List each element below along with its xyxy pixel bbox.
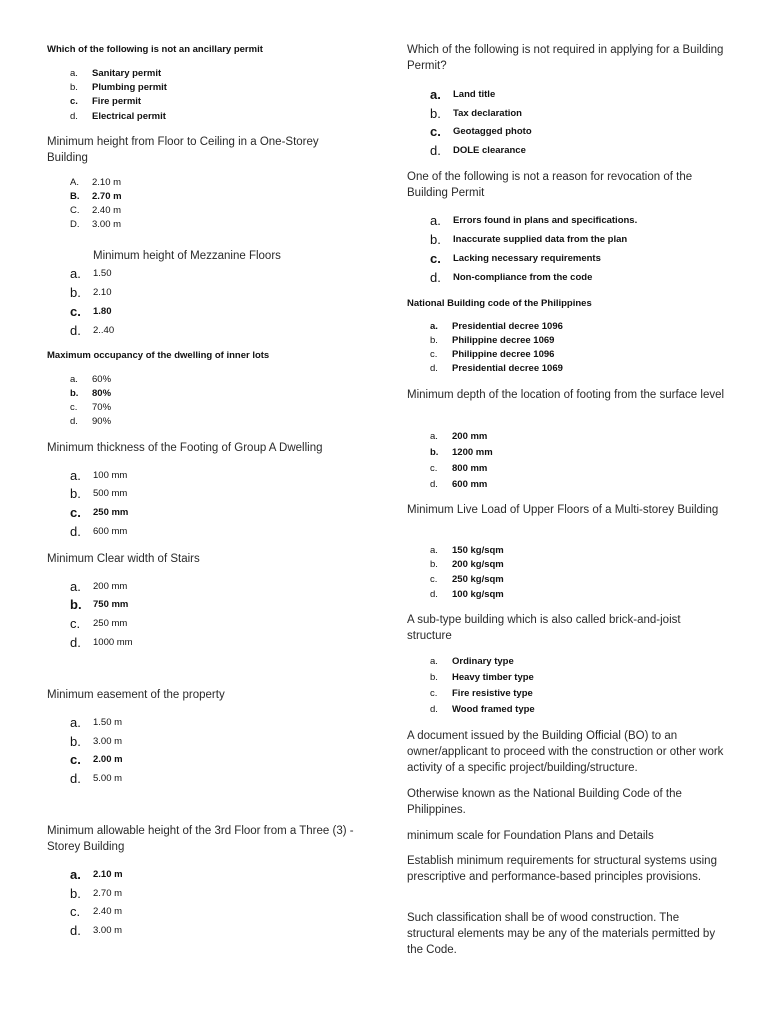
- option-text: 90%: [92, 416, 112, 427]
- option-letter: b.: [70, 82, 78, 93]
- option-letter: a.: [70, 266, 81, 281]
- question-brick-and-joist: A sub-type building which is also called brick-and-joist structure: [407, 614, 681, 642]
- question-mezzanine-height: Minimum height of Mezzanine Floors: [93, 250, 281, 262]
- option-letter: A.: [70, 177, 79, 188]
- option-letter: d.: [70, 111, 78, 122]
- option-letter: c.: [70, 304, 81, 319]
- option-letter: d.: [430, 589, 438, 600]
- option-text: 600 mm: [93, 526, 128, 537]
- paragraph-permit-definition: A document issued by the Building Official (BO) to an owner/applicant to proceed with the construction or other work activity of a specific project/building/structure.: [407, 730, 724, 774]
- option-letter: a.: [430, 545, 438, 556]
- option-letter: b.: [70, 486, 81, 501]
- option-letter: c.: [70, 616, 81, 631]
- option-letter: a.: [430, 656, 438, 667]
- option-letter: b.: [430, 106, 441, 121]
- option-text: 70%: [92, 402, 112, 413]
- option-text: Geotagged photo: [453, 126, 532, 137]
- option-letter: a.: [430, 213, 441, 228]
- option-letter: b.: [70, 734, 81, 749]
- option-letter: c.: [430, 688, 438, 699]
- option-text: 2.70 m: [93, 888, 123, 899]
- question-live-load: Minimum Live Load of Upper Floors of a Multi-storey Building: [407, 504, 719, 516]
- option-text: Philippine decree 1096: [452, 349, 555, 360]
- paragraph-wood-construction: Such classification shall be of wood construction. The structural elements may be any of the materials permitted by the Code.: [407, 912, 716, 956]
- option-text: 1200 mm: [452, 447, 493, 458]
- option-text: 750 mm: [93, 599, 129, 610]
- option-letter: c.: [70, 752, 81, 767]
- option-letter: c.: [430, 463, 438, 474]
- option-letter: C.: [70, 205, 80, 216]
- option-text: 200 kg/sqm: [452, 559, 504, 570]
- option-text: Philippine decree 1069: [452, 335, 555, 346]
- question-ancillary-permit: Which of the following is not an ancillary permit: [47, 44, 263, 55]
- option-letter: d.: [430, 143, 441, 158]
- option-text: 250 kg/sqm: [452, 574, 504, 585]
- option-letter: a.: [70, 715, 81, 730]
- option-text: 2.70 m: [92, 191, 122, 202]
- question-floor-ceiling-height: Minimum height from Floor to Ceiling in a One-Storey Building: [47, 136, 319, 164]
- question-footing-thickness: Minimum thickness of the Footing of Group A Dwelling: [47, 442, 323, 454]
- question-easement: Minimum easement of the property: [47, 689, 225, 701]
- option-letter: c.: [430, 124, 441, 139]
- option-letter: b.: [70, 886, 81, 901]
- option-letter: a.: [430, 87, 441, 102]
- option-letter: d.: [70, 635, 81, 650]
- option-text: Presidential decree 1096: [452, 321, 563, 332]
- option-text: Tax declaration: [453, 108, 522, 119]
- option-text: Fire resistive type: [452, 688, 533, 699]
- option-text: Inaccurate supplied data from the plan: [453, 234, 628, 245]
- option-text: Lacking necessary requirements: [453, 253, 601, 264]
- option-text: 3.00 m: [93, 925, 123, 936]
- option-letter: c.: [70, 505, 81, 520]
- option-text: 2.00 m: [93, 754, 123, 765]
- option-text: Heavy timber type: [452, 672, 534, 683]
- option-text: Land title: [453, 89, 496, 100]
- option-letter: b.: [70, 285, 81, 300]
- option-text: Non-compliance from the code: [453, 272, 593, 283]
- option-letter: c.: [430, 251, 441, 266]
- option-letter: d.: [70, 771, 81, 786]
- option-text: 3.00 m: [92, 219, 122, 230]
- option-letter: a.: [430, 321, 438, 332]
- option-letter: b.: [70, 388, 79, 399]
- option-text: 1.80: [93, 306, 112, 317]
- question-stair-width: Minimum Clear width of Stairs: [47, 553, 200, 565]
- paragraph-structural-systems: Establish minimum requirements for structural systems using prescriptive and performance-based principles provisions.: [407, 855, 717, 883]
- option-letter: a.: [430, 431, 438, 442]
- option-letter: b.: [430, 672, 438, 683]
- option-text: 100 mm: [93, 470, 128, 481]
- option-letter: b.: [70, 597, 82, 612]
- option-letter: b.: [430, 335, 438, 346]
- option-text: 200 mm: [93, 581, 128, 592]
- option-text: 1000 mm: [93, 637, 133, 648]
- option-text: 1.50 m: [93, 717, 123, 728]
- question-permit-revocation: One of the following is not a reason for revocation of the Building Permit: [407, 171, 693, 199]
- option-text: 3.00 m: [93, 736, 123, 747]
- option-letter: a.: [70, 579, 81, 594]
- option-letter: c.: [430, 349, 438, 360]
- option-text: 200 mm: [452, 431, 488, 442]
- option-text: Wood framed type: [452, 704, 535, 715]
- option-letter: d.: [430, 479, 438, 490]
- option-letter: d.: [430, 704, 438, 715]
- option-letter: c.: [430, 574, 438, 585]
- option-text: 2..40: [93, 325, 115, 336]
- option-letter: d.: [430, 363, 438, 374]
- option-letter: D.: [70, 219, 80, 230]
- option-letter: a.: [70, 867, 81, 882]
- option-text: 100 kg/sqm: [452, 589, 504, 600]
- option-text: 2.10 m: [92, 177, 122, 188]
- option-text: 600 mm: [452, 479, 488, 490]
- option-letter: a.: [70, 468, 81, 483]
- option-text: Errors found in plans and specifications.: [453, 215, 638, 226]
- option-letter: a.: [70, 374, 78, 385]
- option-text: Plumbing permit: [92, 82, 167, 93]
- option-text: 150 kg/sqm: [452, 545, 504, 556]
- question-third-floor-height: Minimum allowable height of the 3rd Floor from a Three (3) - Storey Building: [47, 825, 354, 853]
- option-text: Fire permit: [92, 96, 142, 107]
- option-text: 800 mm: [452, 463, 488, 474]
- option-letter: d.: [70, 923, 81, 938]
- option-text: 2.40 m: [93, 906, 123, 917]
- option-letter: c.: [70, 402, 78, 413]
- option-text: 250 mm: [93, 507, 129, 518]
- question-max-occupancy: Maximum occupancy of the dwelling of inner lots: [47, 350, 270, 361]
- option-letter: a.: [70, 68, 78, 79]
- option-text: Presidential decree 1069: [452, 363, 563, 374]
- question-building-permit-requirement: Which of the following is not required in applying for a Building Permit?: [407, 44, 724, 72]
- option-text: 60%: [92, 374, 112, 385]
- option-letter: d.: [70, 416, 78, 427]
- option-letter: b.: [430, 559, 438, 570]
- option-letter: B.: [70, 191, 80, 202]
- option-text: Electrical permit: [92, 111, 166, 122]
- option-text: 5.00 m: [93, 773, 123, 784]
- option-text: 250 mm: [93, 618, 128, 629]
- option-text: Sanitary permit: [92, 68, 162, 79]
- option-text: 1.50: [93, 268, 112, 279]
- option-letter: d.: [70, 323, 81, 338]
- option-text: 2.40 m: [92, 205, 122, 216]
- paragraph-foundation-scale: minimum scale for Foundation Plans and Details: [407, 830, 654, 842]
- paragraph-national-building-code: Otherwise known as the National Building Code of the Philippines.: [407, 788, 682, 816]
- option-letter: c.: [70, 96, 78, 107]
- question-footing-depth: Minimum depth of the location of footing from the surface level: [407, 389, 725, 401]
- option-letter: b.: [430, 232, 441, 247]
- option-text: 80%: [92, 388, 112, 399]
- option-letter: b.: [430, 447, 439, 458]
- option-text: DOLE clearance: [453, 145, 526, 156]
- option-text: Ordinary type: [452, 656, 514, 667]
- option-letter: d.: [70, 524, 81, 539]
- option-letter: d.: [430, 270, 441, 285]
- option-text: 2.10: [93, 287, 112, 298]
- option-text: 500 mm: [93, 488, 128, 499]
- option-letter: c.: [70, 904, 81, 919]
- option-text: 2.10 m: [93, 869, 123, 880]
- question-national-building-code: National Building code of the Philippines: [407, 298, 592, 309]
